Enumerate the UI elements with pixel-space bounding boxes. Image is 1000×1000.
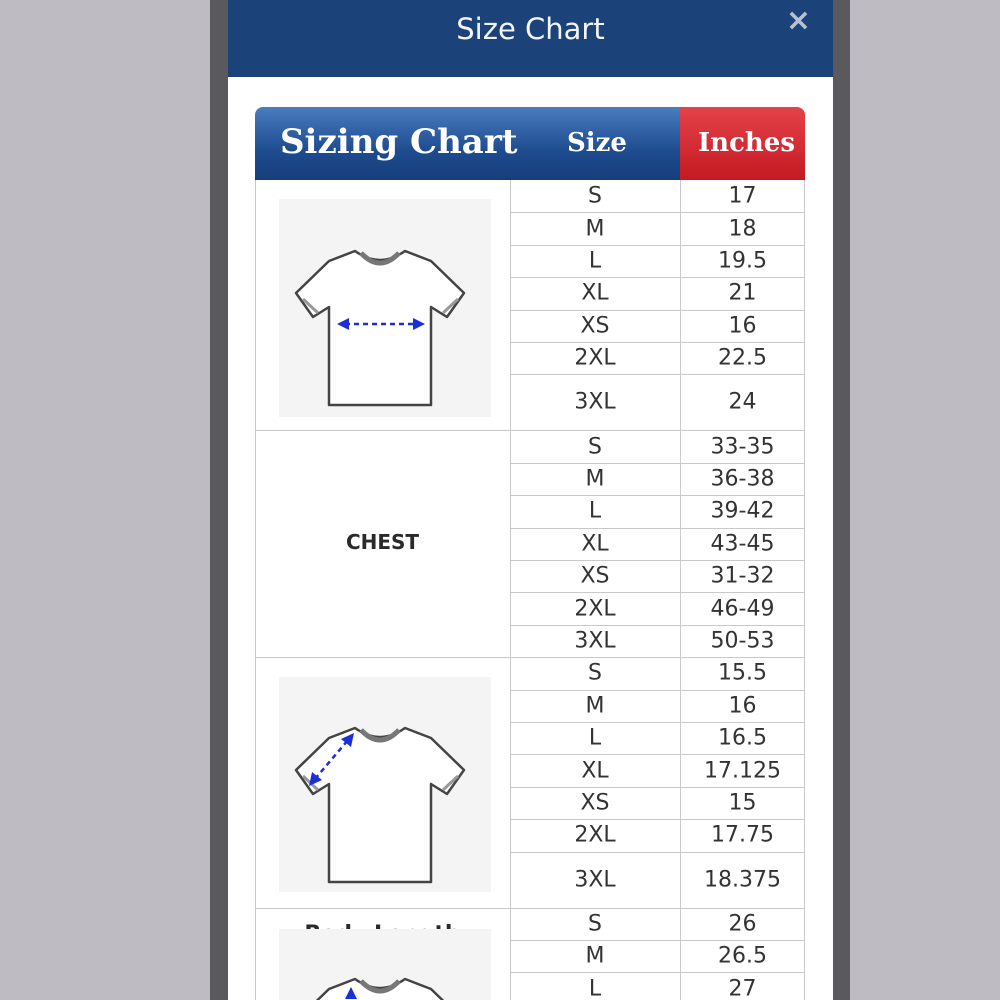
inches-value-cell: 24 xyxy=(728,389,757,415)
size-column-header: Size xyxy=(567,128,627,158)
table-row-divider xyxy=(510,852,805,853)
size-cell: 2XL xyxy=(574,345,616,371)
table-row-divider xyxy=(510,374,805,375)
inches-value-cell: 36-38 xyxy=(710,466,775,492)
size-cell: M xyxy=(585,693,605,719)
size-cell: L xyxy=(588,725,602,751)
inches-value-cell: 33-35 xyxy=(710,434,775,460)
size-cell: 3XL xyxy=(574,389,616,415)
size-cell: XL xyxy=(581,758,609,784)
inches-value-cell: 19.5 xyxy=(718,248,767,274)
size-cell: M xyxy=(585,466,605,492)
table-row-divider xyxy=(510,690,805,691)
table-row-divider xyxy=(510,560,805,561)
inches-value-cell: 21 xyxy=(728,280,757,306)
chart-title: Sizing Chart xyxy=(280,122,518,162)
inches-value-cell: 26 xyxy=(728,911,757,937)
size-cell: L xyxy=(588,248,602,274)
size-cell: S xyxy=(588,183,602,209)
inches-value-cell: 16.5 xyxy=(718,725,767,751)
table-border-right xyxy=(804,180,805,1000)
size-cell: S xyxy=(588,911,602,937)
table-divider-label xyxy=(510,180,511,1000)
inches-value-cell: 16 xyxy=(728,693,757,719)
sizing-chart-table xyxy=(255,107,805,1000)
table-row-divider xyxy=(510,212,805,213)
size-cell: XS xyxy=(580,313,610,339)
inches-value-cell: 26.5 xyxy=(718,943,767,969)
table-row-divider xyxy=(510,495,805,496)
size-cell: XL xyxy=(581,280,609,306)
table-border-left xyxy=(255,180,256,1000)
table-row-divider xyxy=(510,463,805,464)
size-cell: L xyxy=(588,498,602,524)
inches-value-cell: 27 xyxy=(728,976,757,1000)
table-row-divider xyxy=(510,819,805,820)
table-row-divider xyxy=(255,430,805,431)
table-row-divider xyxy=(510,528,805,529)
table-row-divider xyxy=(510,940,805,941)
size-cell: 3XL xyxy=(574,867,616,893)
inches-value-cell: 17 xyxy=(728,183,757,209)
table-row-divider xyxy=(510,592,805,593)
inches-value-cell: 43-45 xyxy=(710,531,775,557)
inches-value-cell: 31-32 xyxy=(710,563,775,589)
inches-value-cell: 16 xyxy=(728,313,757,339)
table-divider-size xyxy=(680,180,681,1000)
size-cell: S xyxy=(588,434,602,460)
size-chart-modal xyxy=(228,0,833,1000)
size-cell: XS xyxy=(580,790,610,816)
inches-value-cell: 18.375 xyxy=(704,867,781,893)
size-cell: 2XL xyxy=(574,596,616,622)
inches-value-cell: 17.125 xyxy=(704,758,781,784)
size-cell: XL xyxy=(581,531,609,557)
size-cell: L xyxy=(588,976,602,1000)
tshirt-body-length-icon xyxy=(293,975,468,1000)
table-row-divider xyxy=(510,722,805,723)
size-cell: M xyxy=(585,216,605,242)
modal-header xyxy=(228,0,833,77)
table-row-divider xyxy=(255,908,805,909)
size-cell: M xyxy=(585,943,605,969)
chart-header xyxy=(255,107,805,180)
table-row-divider xyxy=(510,787,805,788)
table-row-divider xyxy=(510,277,805,278)
size-cell: 3XL xyxy=(574,628,616,654)
table-row-divider xyxy=(510,754,805,755)
inches-value-cell: 50-53 xyxy=(710,628,775,654)
tshirt-sleeve-length-icon xyxy=(293,724,468,886)
size-cell: S xyxy=(588,660,602,686)
table-row-divider xyxy=(510,972,805,973)
table-row-divider xyxy=(510,310,805,311)
section-label-chest: CHEST xyxy=(345,529,420,554)
inches-value-cell: 17.75 xyxy=(711,822,774,848)
inches-value-cell: 46-49 xyxy=(710,596,775,622)
inches-value-cell: 15.5 xyxy=(718,660,767,686)
table-row-divider xyxy=(510,342,805,343)
table-row-divider xyxy=(510,625,805,626)
modal-title: Size Chart xyxy=(456,12,605,46)
table-row-divider xyxy=(510,245,805,246)
table-row-divider xyxy=(255,657,805,658)
inches-value-cell: 22.5 xyxy=(718,345,767,371)
inches-value-cell: 39-42 xyxy=(710,498,775,524)
inches-value-cell: 15 xyxy=(728,790,757,816)
inches-value-cell: 18 xyxy=(728,216,757,242)
size-cell: 2XL xyxy=(574,822,616,848)
inches-column-header: Inches xyxy=(698,128,795,158)
tshirt-body-width-icon xyxy=(293,247,468,409)
size-cell: XS xyxy=(580,563,610,589)
close-button[interactable]: × xyxy=(785,3,811,38)
